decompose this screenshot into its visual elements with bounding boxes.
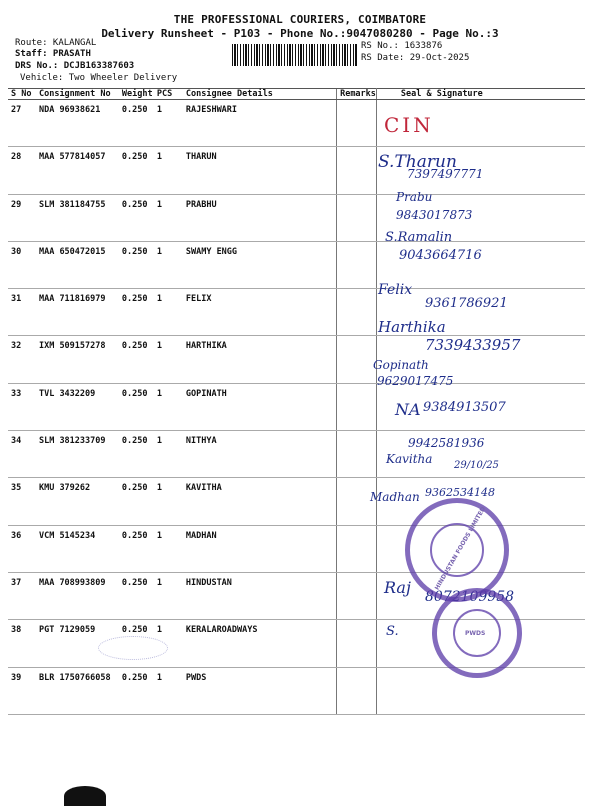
row-remarks [337,525,377,572]
row-pcs: 1 [154,100,183,147]
row-sno: 33 [8,383,36,430]
row-sno: 38 [8,620,36,667]
signature-29: Prabu [396,190,433,204]
signature-35: Kavitha [386,452,433,466]
signature-39: S. [386,624,399,639]
row-consignment: KMU 379262 [36,478,119,525]
col-weight: Weight [119,89,154,100]
row-remarks [337,431,377,478]
row-pcs: 1 [154,289,183,336]
row-weight: 0.250 [119,525,154,572]
row-weight: 0.250 [119,147,154,194]
signature-28: S.Tharun [378,152,457,172]
row-weight: 0.250 [119,620,154,667]
signature-36: Madhan [370,490,420,504]
row-pcs: 1 [154,147,183,194]
row-remarks [337,572,377,619]
rs-date: RS Date: 29-Oct-2025 [361,53,470,63]
signature-34: NA [395,400,421,419]
signature-31: Felix [378,282,413,298]
row-weight: 0.250 [119,336,154,383]
staff-label: Staff: PRASATH [15,49,91,59]
row-sno: 29 [8,194,36,241]
pwds-seal-stamp [432,588,522,678]
phone-31: 9361786921 [425,296,508,311]
row-consignee: HARTHIKA [183,336,337,383]
seal-text-2: PWDS [465,630,486,637]
row-consignment: MAA 708993809 [36,572,119,619]
row-remarks [337,241,377,288]
signature-33: Gopinath [373,358,429,372]
row-weight: 0.250 [119,478,154,525]
row-consignment: MAA 577814057 [36,147,119,194]
ink-blot [64,786,106,806]
row-weight: 0.250 [119,667,154,714]
signature-32: Harthika [378,318,446,336]
row-remarks [337,336,377,383]
row-consignee: KAVITHA [183,478,337,525]
handwritten-remark: CIN [384,113,434,137]
phone-30: 9043664716 [399,248,482,263]
drs-number: DRS No.: DCJB163387603 [15,61,135,71]
barcode-image [232,44,358,66]
phone-35: 9942581936 [408,436,485,450]
row-consignment: IXM 509157278 [36,336,119,383]
col-pcs: PCS [154,89,183,100]
company-title: THE PROFESSIONAL COURIERS, COIMBATORE [173,13,427,26]
row-remarks [337,383,377,430]
row-sno: 36 [8,525,36,572]
row-consignee: PWDS [183,667,337,714]
row-weight: 0.250 [119,100,154,147]
row-pcs: 1 [154,241,183,288]
row-remarks [337,667,377,714]
row-pcs: 1 [154,525,183,572]
faint-stamp-mark [98,636,168,660]
row-consignment: BLR 1750766058 [36,667,119,714]
row-remarks [337,147,377,194]
row-consignment: NDA 96938621 [36,100,119,147]
row-pcs: 1 [154,667,183,714]
row-remarks [337,100,377,147]
row-consignee: KERALAROADWAYS [183,620,337,667]
row-consignee: MADHAN [183,525,337,572]
col-consignment: Consignment No [36,89,119,100]
rs-number: RS No.: 1633876 [361,41,443,51]
phone-32: 7339433957 [425,336,521,354]
row-consignee: FELIX [183,289,337,336]
phone-28: 7397497771 [407,167,484,181]
row-consignee: NITHYA [183,431,337,478]
row-weight: 0.250 [119,572,154,619]
row-remarks [337,289,377,336]
col-consignee: Consignee Details [183,89,337,100]
row-sno: 35 [8,478,36,525]
row-sno: 39 [8,667,36,714]
row-remarks [337,620,377,667]
row-sno: 32 [8,336,36,383]
runsheet-subtitle: Delivery Runsheet - P103 - Phone No.:9047080280 - Page No.:3 [101,27,499,40]
col-sno: S No [8,89,36,100]
company-seal-stamp [405,498,509,602]
row-weight: 0.250 [119,241,154,288]
row-sno: 31 [8,289,36,336]
seal-text: HINDUSTAN FOODS LIMITED [433,505,488,592]
row-sno: 37 [8,572,36,619]
row-sno: 30 [8,241,36,288]
table-row [8,147,585,194]
row-weight: 0.250 [119,194,154,241]
signature-30: S.Ramalin [385,230,453,245]
row-consignment: PGT 7129059 [36,620,119,667]
row-sno: 28 [8,147,36,194]
phone-29: 9843017873 [396,208,473,222]
col-remarks: Remarks [337,89,377,100]
row-sno: 34 [8,431,36,478]
row-weight: 0.250 [119,431,154,478]
phone-33: 9629017475 [377,374,454,388]
row-sno: 27 [8,100,36,147]
row-weight: 0.250 [119,289,154,336]
row-consignee: PRABHU [183,194,337,241]
row-consignment: TVL 3432209 [36,383,119,430]
row-pcs: 1 [154,383,183,430]
row-pcs: 1 [154,194,183,241]
row-consignment: VCM 5145234 [36,525,119,572]
row-consignee: THARUN [183,147,337,194]
row-consignee: SWAMY ENGG [183,241,337,288]
phone-34: 9384913507 [423,400,506,415]
col-seal-signature: Seal & Signature [376,89,585,100]
row-consignment: SLM 381184755 [36,194,119,241]
route-label: Route: KALANGAL [15,38,97,48]
row-consignee: GOPINATH [183,383,337,430]
table-row [8,194,585,241]
vehicle-label: Vehicle: Two Wheeler Delivery [20,73,178,83]
phone-36: 9362534148 [425,486,495,499]
row-weight: 0.250 [119,383,154,430]
row-consignee: HINDUSTAN [183,572,337,619]
row-consignment: MAA 650472015 [36,241,119,288]
row-pcs: 1 [154,620,183,667]
table-header-row [8,89,585,100]
date-35: 29/10/25 [454,460,499,471]
signature-38: Raj [384,578,411,597]
table-row [8,241,585,288]
row-consignment: SLM 381233709 [36,431,119,478]
table-row [8,667,585,714]
table-row [8,100,585,147]
row-pcs: 1 [154,572,183,619]
row-pcs: 1 [154,431,183,478]
row-pcs: 1 [154,478,183,525]
row-consignee: RAJESHWARI [183,100,337,147]
phone-38: 8072109958 [425,589,515,605]
row-remarks [337,194,377,241]
row-pcs: 1 [154,336,183,383]
row-consignment: MAA 711816979 [36,289,119,336]
